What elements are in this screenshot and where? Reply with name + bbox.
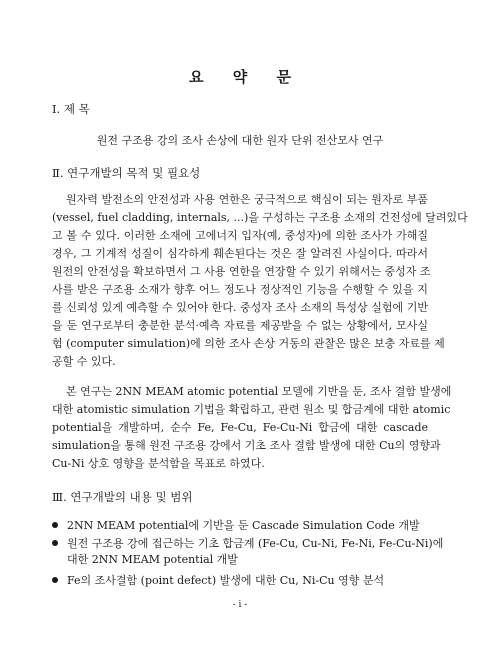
bullet-icon: [52, 577, 58, 583]
page-number: - i -: [232, 600, 248, 610]
paragraph-line: 를 신뢰성 있게 예측할 수 있어야 한다. 중성자 조사 소재의 특성상 실험에 기반: [52, 301, 428, 314]
bullet-icon: [52, 522, 58, 528]
bullet-item: [52, 535, 443, 551]
paragraph-line: (vessel, fuel cladding, internals, ...)을 구성하는 구조용 소재의 건전성에 달려있다: [52, 211, 468, 224]
bullet-text: 2NN MEAM potential에 기반을 둔 Cascade Simulation Code 개발: [67, 519, 420, 532]
bullet-item: [52, 572, 384, 588]
section-heading-3: Ⅲ. 연구개발의 내용 및 범위: [52, 490, 193, 504]
bullet-text-continued: 대한 2NN MEAM potential 개발: [67, 553, 238, 566]
paragraph-line: 대한 atomistic simulation 기법을 확립하고, 관련 원소 및 합금계에 대한 atomic: [52, 403, 451, 416]
paragraph-line: 원자력 발전소의 안전성과 사용 연한은 궁극적으로 핵심이 되는 원자로 부품: [66, 193, 428, 206]
paragraph-line: 고 볼 수 있다. 이러한 소재에 고에너지 입자(예, 중성자)에 의한 조사가 가해질: [52, 229, 428, 242]
paragraph-line: 본 연구는 2NN MEAM atomic potential 모델에 기반을 둔, 조사 결함 발생에: [66, 385, 452, 398]
paragraph-line: 을 둔 연구로부터 충분한 분석·예측 자료를 제공받을 수 없는 상황에서, 모사실: [52, 319, 428, 332]
paragraph-line: simulation을 통해 원전 구조용 강에서 기초 조사 결함 발생에 대한 Cu의 영향과: [52, 439, 441, 452]
section-heading-1: Ⅰ. 제 목: [52, 102, 90, 116]
bullet-text: Fe의 조사결함 (point defect) 발생에 대한 Cu, Ni-Cu 영향 분석: [67, 574, 385, 587]
paragraph-line: Cu-Ni 상호 영향을 분석함을 목표로 하였다.: [52, 457, 265, 470]
section-heading-2: Ⅱ. 연구개발의 목적 및 필요성: [52, 166, 201, 180]
paragraph-line: 험 (computer simulation)에 의한 조사 손상 거동의 관찰은 많은 보충 자료를 제: [52, 337, 445, 350]
page-title: 요 약 문: [189, 68, 303, 86]
paragraph-line: 경우, 그 기계적 성질이 심각하게 훼손된다는 것은 잘 알려진 사실이다. 따라서: [52, 247, 428, 260]
paragraph-line: 원전의 안전성을 확보하면서 그 사용 연한을 연장할 수 있기 위해서는 중성자 조: [52, 265, 431, 278]
bullet-icon: [52, 540, 58, 546]
research-subject: 원전 구조용 강의 조사 손상에 대한 원자 단위 전산모사 연구: [96, 134, 384, 147]
paragraph-line: 사를 받은 구조용 소재가 향후 어느 정도나 정상적인 기능을 수행할 수 있을 지: [52, 283, 428, 296]
bullet-text: 원전 구조용 강에 접근하는 기초 합금계 (Fe-Cu, Cu-Ni, Fe-Ni, Fe-Cu-Ni)에: [67, 537, 444, 550]
bullet-item: [52, 517, 420, 533]
paragraph-line: potential을 개발하며, 순수 Fe, Fe-Cu, Fe-Cu-Ni 합금에 대한 cascade: [52, 421, 428, 434]
paragraph-line: 공할 수 있다.: [52, 355, 116, 368]
